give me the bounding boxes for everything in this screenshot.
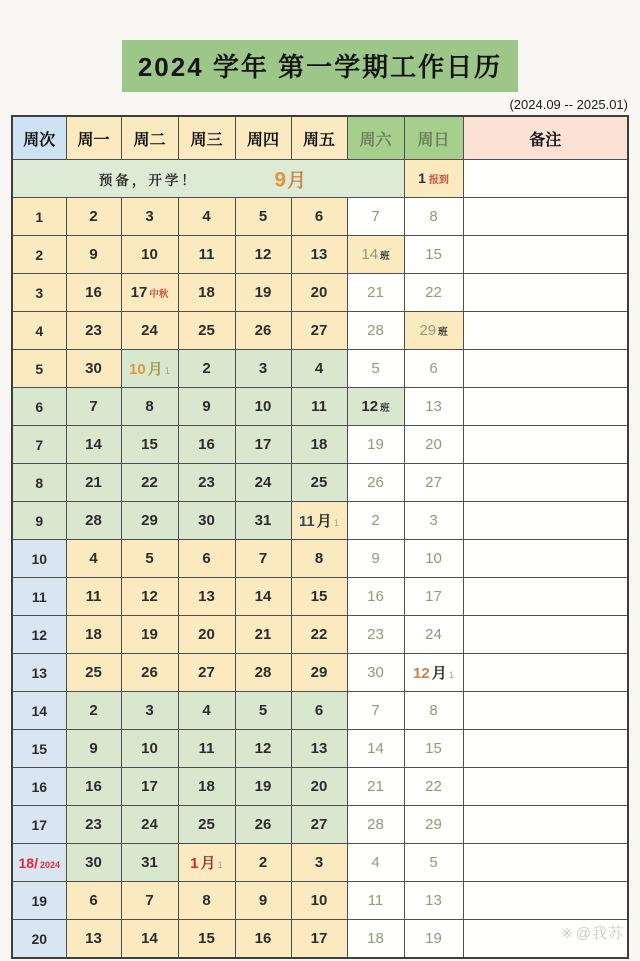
date-range: (2024.09 -- 2025.01) <box>509 97 628 112</box>
week-number-cell: 20 <box>12 920 66 959</box>
week-row-5 <box>12 350 628 388</box>
week-row-6 <box>12 388 628 426</box>
day-cell: 3 <box>235 350 291 388</box>
day-cell: 25 <box>66 654 121 692</box>
day-cell: 1 月 1 <box>178 844 235 882</box>
day-cell: 28 <box>347 806 404 844</box>
day-cell: 12 <box>235 236 291 274</box>
day-cell: 30 <box>347 654 404 692</box>
day-cell: 23 <box>66 312 121 350</box>
day-cell: 8 <box>121 388 178 426</box>
remark-cell <box>463 540 628 578</box>
paw-icon: ※ <box>561 925 574 941</box>
week-number-cell: 10 <box>12 540 66 578</box>
day-cell: 17 <box>121 768 178 806</box>
day-cell: 5 <box>121 540 178 578</box>
week-row-2 <box>12 236 628 274</box>
week-number-cell: 16 <box>12 768 66 806</box>
header-cell-tue: 周二 <box>121 116 178 160</box>
day-cell: 9 <box>235 882 291 920</box>
day-cell: 13 <box>178 578 235 616</box>
day-cell: 30 <box>66 844 121 882</box>
day-cell: 29 班 <box>404 312 463 350</box>
day-cell: 30 <box>178 502 235 540</box>
day-cell: 24 <box>404 616 463 654</box>
day-cell: 18 <box>178 274 235 312</box>
day-cell: 24 <box>235 464 291 502</box>
remark-cell <box>463 350 628 388</box>
week-number-cell: 4 <box>12 312 66 350</box>
week-row-15 <box>12 730 628 768</box>
day-cell: 28 <box>347 312 404 350</box>
remark-cell <box>463 654 628 692</box>
week-row-18 <box>12 844 628 882</box>
day-cell: 2 <box>178 350 235 388</box>
day-cell: 9 <box>66 236 121 274</box>
day-cell: 13 <box>66 920 121 959</box>
day-cell: 16 <box>235 920 291 959</box>
day-cell: 10 <box>121 730 178 768</box>
remark-cell <box>463 616 628 654</box>
month-first-sunday-cell <box>404 160 463 198</box>
week-row-11 <box>12 578 628 616</box>
day-cell: 30 <box>66 350 121 388</box>
day-cell: 21 <box>235 616 291 654</box>
day-cell: 25 <box>291 464 347 502</box>
header-cell-remark: 备注 <box>463 116 628 160</box>
remark-cell <box>463 578 628 616</box>
day-cell: 12 月 1 <box>404 654 463 692</box>
day-cell: 14 班 <box>347 236 404 274</box>
day-cell: 17 <box>235 426 291 464</box>
day-cell: 6 <box>66 882 121 920</box>
report-day-tag: 报到 <box>428 175 449 186</box>
day-cell: 2 <box>347 502 404 540</box>
day-cell: 22 <box>404 274 463 312</box>
day-cell: 11 <box>291 388 347 426</box>
day-cell: 5 <box>235 692 291 730</box>
day-cell: 10 <box>235 388 291 426</box>
day-cell: 5 <box>404 844 463 882</box>
header-cell-thu: 周四 <box>235 116 291 160</box>
day-cell: 26 <box>121 654 178 692</box>
day-cell: 31 <box>235 502 291 540</box>
week-number-cell: 15 <box>12 730 66 768</box>
week-number-cell: 2 <box>12 236 66 274</box>
remark-cell <box>463 236 628 274</box>
day-cell: 12 班 <box>347 388 404 426</box>
day-cell: 3 <box>291 844 347 882</box>
week-row-12 <box>12 616 628 654</box>
week-number-cell: 19 <box>12 882 66 920</box>
day-cell: 18 <box>291 426 347 464</box>
day-cell: 9 <box>66 730 121 768</box>
day-cell: 17 中秋 <box>121 274 178 312</box>
day-cell: 8 <box>291 540 347 578</box>
day-cell: 18 <box>178 768 235 806</box>
day-cell: 20 <box>178 616 235 654</box>
day-cell: 15 <box>178 920 235 959</box>
day-cell: 31 <box>121 844 178 882</box>
week-number-cell: 5 <box>12 350 66 388</box>
day-cell: 25 <box>178 312 235 350</box>
semester-start-note: 预备，开学！ <box>98 172 198 188</box>
day-cell: 29 <box>121 502 178 540</box>
remark-cell <box>463 502 628 540</box>
week-number-cell: 18/ 2024 <box>12 844 66 882</box>
day-cell: 19 <box>235 768 291 806</box>
remark-cell <box>463 882 628 920</box>
week-row-20 <box>12 920 628 959</box>
header-row <box>12 116 628 160</box>
day-cell: 16 <box>66 274 121 312</box>
day-cell: 16 <box>347 578 404 616</box>
remark-cell <box>463 806 628 844</box>
day-cell: 10 <box>404 540 463 578</box>
day-cell: 26 <box>235 312 291 350</box>
day-cell: 17 <box>291 920 347 959</box>
calendar-table <box>11 115 629 959</box>
day-cell: 19 <box>121 616 178 654</box>
day-cell: 27 <box>404 464 463 502</box>
day-cell: 27 <box>178 654 235 692</box>
day-cell: 15 <box>291 578 347 616</box>
day-cell: 7 <box>66 388 121 426</box>
day-cell: 4 <box>66 540 121 578</box>
day-cell: 24 <box>121 806 178 844</box>
day-cell: 24 <box>121 312 178 350</box>
day-cell: 26 <box>347 464 404 502</box>
day-cell: 19 <box>347 426 404 464</box>
remark-cell <box>463 692 628 730</box>
day-cell: 23 <box>66 806 121 844</box>
remark-cell <box>463 844 628 882</box>
week-number-cell: 9 <box>12 502 66 540</box>
week-row-17 <box>12 806 628 844</box>
day-cell: 8 <box>404 692 463 730</box>
day-cell: 14 <box>121 920 178 959</box>
day-cell: 9 <box>347 540 404 578</box>
day-cell: 15 <box>404 236 463 274</box>
header-cell-wed: 周三 <box>178 116 235 160</box>
week-row-16 <box>12 768 628 806</box>
day-cell: 21 <box>347 768 404 806</box>
day-cell: 27 <box>291 312 347 350</box>
day-cell: 9 <box>178 388 235 426</box>
title-area <box>0 0 640 92</box>
day-cell: 22 <box>121 464 178 502</box>
day-cell: 2 <box>235 844 291 882</box>
month-banner-cell <box>12 160 404 198</box>
week-number-cell: 3 <box>12 274 66 312</box>
day-cell: 23 <box>178 464 235 502</box>
remark-cell <box>463 198 628 236</box>
week-number-cell: 8 <box>12 464 66 502</box>
day-cell: 21 <box>347 274 404 312</box>
day-cell: 8 <box>178 882 235 920</box>
day-cell: 16 <box>66 768 121 806</box>
header-cell-fri: 周五 <box>291 116 347 160</box>
week-number-cell: 12 <box>12 616 66 654</box>
week-row-7 <box>12 426 628 464</box>
day-cell: 10 <box>121 236 178 274</box>
day-cell: 21 <box>66 464 121 502</box>
week-number-cell: 13 <box>12 654 66 692</box>
day-cell: 2 <box>66 692 121 730</box>
week-row-3 <box>12 274 628 312</box>
day-cell: 14 <box>66 426 121 464</box>
week-number-cell: 11 <box>12 578 66 616</box>
day-cell: 4 <box>178 198 235 236</box>
week-number-cell: 7 <box>12 426 66 464</box>
day-cell: 22 <box>291 616 347 654</box>
remark-cell <box>463 464 628 502</box>
day-cell: 11 <box>178 730 235 768</box>
header-cell-sat: 周六 <box>347 116 404 160</box>
week-row-10 <box>12 540 628 578</box>
day-cell: 15 <box>121 426 178 464</box>
week-row-1 <box>12 198 628 236</box>
day-cell: 13 <box>291 730 347 768</box>
day-cell: 7 <box>347 198 404 236</box>
day-cell: 4 <box>291 350 347 388</box>
day-cell: 20 <box>291 768 347 806</box>
remark-cell <box>463 274 628 312</box>
day-cell: 26 <box>235 806 291 844</box>
day-cell: 12 <box>121 578 178 616</box>
day-cell: 7 <box>347 692 404 730</box>
day-cell: 20 <box>291 274 347 312</box>
day-cell: 11 月 1 <box>291 502 347 540</box>
day-cell: 23 <box>347 616 404 654</box>
remark-cell <box>463 388 628 426</box>
remark-cell <box>463 768 628 806</box>
calendar-body <box>12 160 628 959</box>
day-cell: 19 <box>235 274 291 312</box>
day-cell: 17 <box>404 578 463 616</box>
page-title: 2024 学年 第一学期工作日历 <box>122 40 518 92</box>
day-cell: 14 <box>347 730 404 768</box>
day-cell: 13 <box>404 388 463 426</box>
day-cell: 25 <box>178 806 235 844</box>
day-cell: 10 月 1 <box>121 350 178 388</box>
remark-cell <box>463 160 628 198</box>
day-cell: 29 <box>291 654 347 692</box>
week-row-14 <box>12 692 628 730</box>
month-label-september: 9月 <box>274 168 307 191</box>
header-cell-sun: 周日 <box>404 116 463 160</box>
week-number-cell: 1 <box>12 198 66 236</box>
week-number-cell: 14 <box>12 692 66 730</box>
report-day-number: 1 <box>418 170 426 186</box>
day-cell: 18 <box>66 616 121 654</box>
day-cell: 10 <box>291 882 347 920</box>
month-row <box>12 160 628 198</box>
day-cell: 5 <box>347 350 404 388</box>
week-row-4 <box>12 312 628 350</box>
day-cell: 12 <box>235 730 291 768</box>
remark-cell <box>463 426 628 464</box>
day-cell: 2 <box>66 198 121 236</box>
day-cell: 27 <box>291 806 347 844</box>
day-cell: 3 <box>121 198 178 236</box>
header-cell-mon: 周一 <box>66 116 121 160</box>
day-cell: 11 <box>66 578 121 616</box>
remark-cell <box>463 730 628 768</box>
day-cell: 7 <box>121 882 178 920</box>
week-number-cell: 17 <box>12 806 66 844</box>
day-cell: 29 <box>404 806 463 844</box>
day-cell: 16 <box>178 426 235 464</box>
week-number-cell: 6 <box>12 388 66 426</box>
day-cell: 14 <box>235 578 291 616</box>
week-row-13 <box>12 654 628 692</box>
day-cell: 13 <box>404 882 463 920</box>
day-cell: 13 <box>291 236 347 274</box>
day-cell: 6 <box>291 198 347 236</box>
day-cell: 11 <box>347 882 404 920</box>
week-row-9 <box>12 502 628 540</box>
day-cell: 5 <box>235 198 291 236</box>
day-cell: 7 <box>235 540 291 578</box>
day-cell: 28 <box>235 654 291 692</box>
day-cell: 3 <box>404 502 463 540</box>
day-cell: 18 <box>347 920 404 959</box>
day-cell: 28 <box>66 502 121 540</box>
day-cell: 19 <box>404 920 463 959</box>
header-cell-week: 周次 <box>12 116 66 160</box>
week-row-19 <box>12 882 628 920</box>
day-cell: 6 <box>404 350 463 388</box>
week-row-8 <box>12 464 628 502</box>
day-cell: 6 <box>178 540 235 578</box>
watermark: ※ @我苏 <box>561 925 624 942</box>
day-cell: 8 <box>404 198 463 236</box>
day-cell: 6 <box>291 692 347 730</box>
day-cell: 20 <box>404 426 463 464</box>
day-cell: 4 <box>178 692 235 730</box>
day-cell: 4 <box>347 844 404 882</box>
remark-cell <box>463 312 628 350</box>
day-cell: 3 <box>121 692 178 730</box>
day-cell: 22 <box>404 768 463 806</box>
day-cell: 15 <box>404 730 463 768</box>
day-cell: 11 <box>178 236 235 274</box>
